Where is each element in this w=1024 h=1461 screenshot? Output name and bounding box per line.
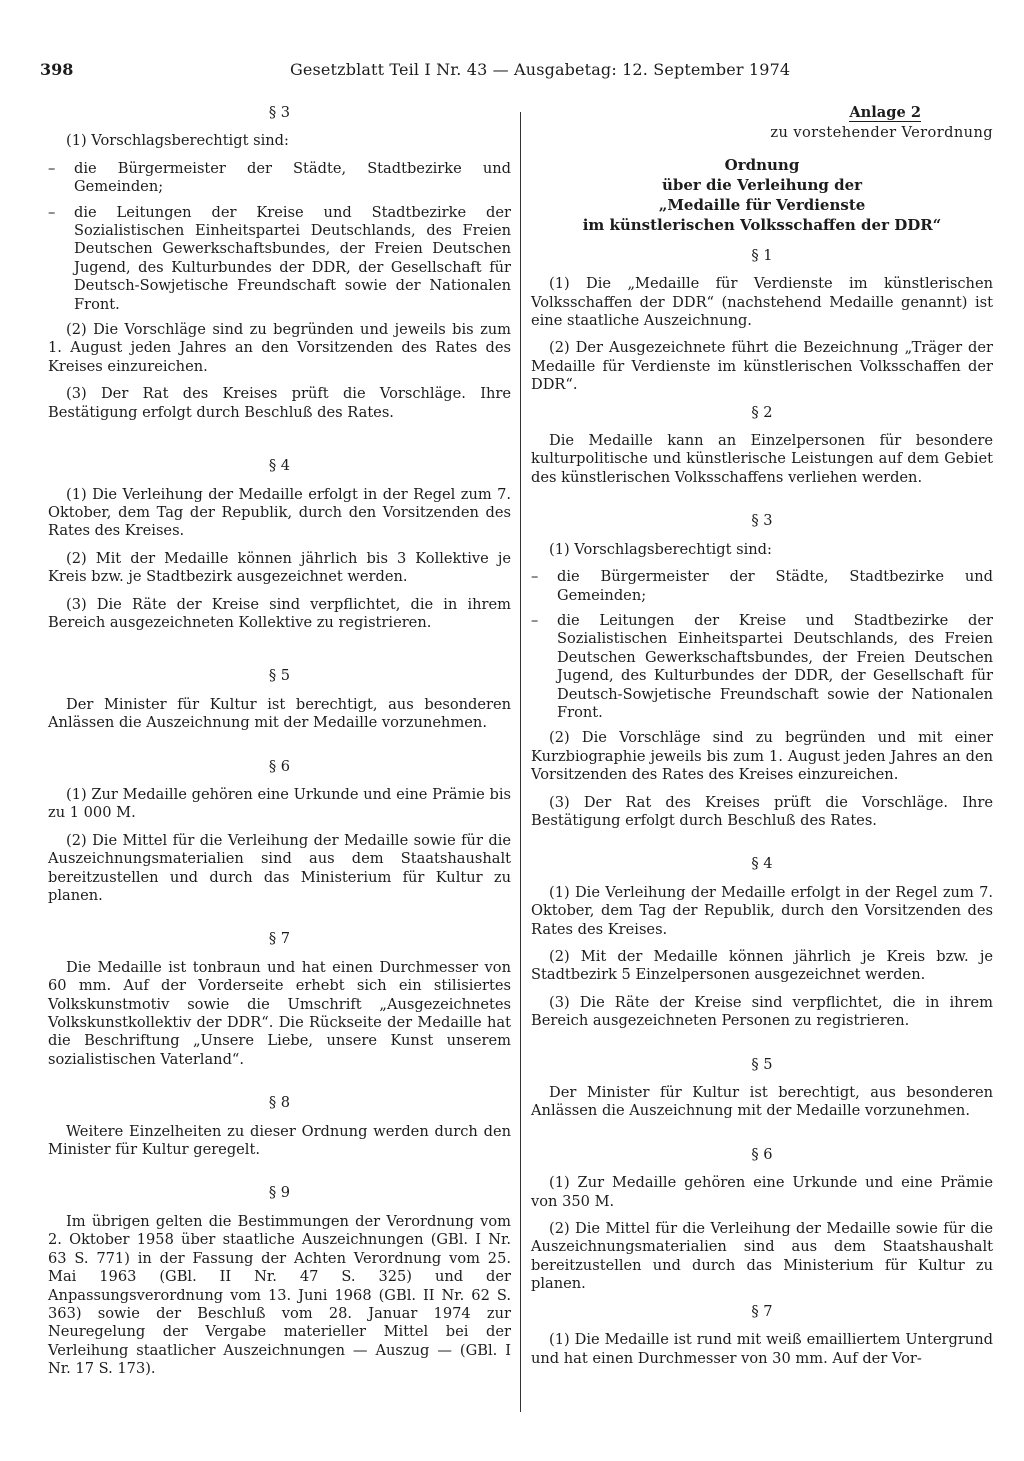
- paragraph: (2) Mit der Medaille können jährlich je Kreis bzw. je Stadtbezirk 5 Einzelpersonen ausgezeichnet werden.: [531, 948, 993, 984]
- section-heading: § 8: [268, 1094, 291, 1112]
- paragraph: Im übrigen gelten die Bestimmungen der Verordnung vom 2. Oktober 1958 über staatliche Auszeichnungen (GBl. I Nr. 63 S. 771) in der Fassung der Achten Verordnung vom 25. Mai 1963 (GBl. II Nr. 47 S. 325) und der Anpassungsverordnung vom 13. Juni 1968 (GBl. II Nr. 62 S. 363) sowie der Beschluß vom 28. Januar 1974 zur Neuregelung der Vergabe materieller Mittel bei der Verleihung staatlicher Auszeichnungen — Auszug — (GBl. I Nr. 17 S. 173).: [48, 1212, 511, 1378]
- dash-bullet: –: [531, 611, 539, 629]
- list-item: [48, 160, 511, 197]
- document-title: [531, 155, 993, 235]
- dash-bullet: –: [48, 159, 56, 177]
- section-heading: § 7: [751, 1302, 773, 1320]
- title-line: über die Verleihung der: [661, 175, 863, 194]
- paragraph: Der Minister für Kultur ist berechtigt, aus besonderen Anlässen die Auszeichnung mit der Medaille vorzunehmen.: [48, 695, 511, 732]
- list-item-text: die Leitungen der Kreise und Stadtbezirke der Sozialistischen Einheitspartei Deutschlands, des Freien Deutschen Gewerkschaftsbundes, der Freien Deutschen Jugend, des Kulturbundes der DDR, der Gesellschaft für Deutsch-Sowjetische Freundschaft sowie der Nationalen Front.: [557, 611, 993, 721]
- section-heading: § 3: [268, 104, 291, 121]
- section-heading: § 6: [268, 757, 291, 775]
- section-heading: § 3: [751, 512, 773, 530]
- list-item: [531, 568, 993, 605]
- running-head: Gesetzblatt Teil I Nr. 43 — Ausgabetag: 12. September 1974: [290, 60, 791, 79]
- paragraph: (1) Die Verleihung der Medaille erfolgt in der Regel zum 7. Oktober, dem Tag der Republik, durch den Vorsitzenden des Rates des Kreises.: [531, 883, 993, 938]
- paragraph: Weitere Einzelheiten zu dieser Ordnung werden durch den Minister für Kultur geregelt.: [48, 1122, 511, 1159]
- list-item-text: die Bürgermeister der Städte, Stadtbezirke und Gemeinden;: [557, 568, 993, 604]
- paragraph: (1) Die „Medaille für Verdienste im künstlerischen Volksschaffen der DDR“ (nachstehend Medaille genannt) ist eine staatliche Auszeichnung.: [531, 275, 993, 330]
- section-heading: § 4: [268, 457, 291, 475]
- paragraph: (2) Die Vorschläge sind zu begründen und mit einer Kurzbiographie jeweils bis zum 1. August jeden Jahres an den Vorsitzenden des Rates des Kreises einzureichen.: [531, 729, 993, 784]
- section-heading: § 1: [751, 246, 773, 264]
- page-header: [40, 60, 992, 86]
- paragraph: Der Minister für Kultur ist berechtigt, aus besonderen Anlässen die Auszeichnung mit der Medaille vorzunehmen.: [531, 1084, 993, 1120]
- dash-bullet: –: [531, 568, 539, 586]
- paragraph: (1) Zur Medaille gehören eine Urkunde und eine Prämie von 350 M.: [531, 1174, 993, 1210]
- left-column: [48, 104, 511, 1388]
- list-item-text: die Leitungen der Kreise und Stadtbezirke der Sozialistischen Einheitspartei Deutschlands, des Freien Deutschen Gewerkschaftsbundes, der Freien Deutschen Jugend, des Kulturbundes der DDR, der Gesellschaft für Deutsch-Sowjetische Freundschaft sowie der Nationalen Front.: [74, 203, 511, 313]
- section-heading: § 7: [268, 930, 291, 948]
- section-heading: § 2: [751, 403, 773, 421]
- right-column: [531, 104, 993, 1377]
- annex-subtitle: zu vorstehender Verordnung: [770, 124, 993, 142]
- paragraph: (2) Mit der Medaille können jährlich bis 3 Kollektive je Kreis bzw. je Stadtbezirk ausgezeichnet werden.: [48, 549, 511, 586]
- annex-label-text: Anlage 2: [849, 104, 921, 121]
- paragraph: (1) Die Verleihung der Medaille erfolgt in der Regel zum 7. Oktober, dem Tag der Republik, durch den Vorsitzenden des Rates des Kreises.: [48, 485, 511, 540]
- paragraph: (3) Der Rat des Kreises prüft die Vorschläge. Ihre Bestätigung erfolgt durch Beschluß des Rates.: [531, 793, 993, 829]
- dash-bullet: –: [48, 203, 56, 221]
- section-heading: § 6: [751, 1145, 773, 1163]
- paragraph: (1) Zur Medaille gehören eine Urkunde und eine Prämie bis zu 1 000 M.: [48, 785, 511, 822]
- section-heading: § 5: [268, 667, 291, 685]
- annex-label: [531, 104, 993, 122]
- title-line: „Medaille für Verdienste: [658, 195, 866, 214]
- list-item: [48, 204, 511, 314]
- column-divider: [520, 112, 521, 1412]
- paragraph: (2) Die Vorschläge sind zu begründen und jeweils bis zum 1. August jeden Jahres an den Vorsitzenden des Rates des Kreises einzureichen.: [48, 321, 511, 375]
- paragraph: (2) Die Mittel für die Verleihung der Medaille sowie für die Auszeichnungsmaterialien sind aus dem Staatshaushalt bereitzustellen und durch das Ministerium für Kultur zu planen.: [531, 1220, 993, 1293]
- section-heading: § 4: [751, 855, 773, 873]
- paragraph: (2) Die Mittel für die Verleihung der Medaille sowie für die Auszeichnungsmaterialien sind aus dem Staatshaushalt bereitzustellen und durch das Ministerium für Kultur zu planen.: [48, 831, 511, 904]
- paragraph: Die Medaille kann an Einzelpersonen für besondere kulturpolitische und künstlerische Leistungen auf dem Gebiet des künstlerischen Volksschaffens verliehen werden.: [531, 432, 993, 486]
- title-line: Ordnung: [724, 155, 800, 174]
- page-number: 398: [40, 60, 74, 79]
- paragraph: (3) Der Rat des Kreises prüft die Vorschläge. Ihre Bestätigung erfolgt durch Beschluß des Rates.: [48, 385, 511, 421]
- paragraph: (2) Der Ausgezeichnete führt die Bezeichnung „Träger der Medaille für Verdienste im künstlerischen Volksschaffen der DDR“.: [531, 339, 993, 394]
- paragraph: Die Medaille ist tonbraun und hat einen Durchmesser von 60 mm. Auf der Vorderseite erhebt sich ein stilisiertes Volkskunstmotiv sowie die Umschrift „Ausgezeichnetes Volkskunstkollektiv der DDR“. Die Rückseite der Medaille hat die Beschriftung „Unsere Liebe, unsere Kunst unserem sozialistischen Vaterland“.: [48, 958, 511, 1068]
- paragraph: (3) Die Räte der Kreise sind verpflichtet, die in ihrem Bereich ausgezeichneten Kollektive zu registrieren.: [48, 595, 511, 631]
- paragraph: (1) Die Medaille ist rund mit weiß emailliertem Untergrund und hat einen Durchmesser von 30 mm. Auf der Vor-: [531, 1331, 993, 1367]
- paragraph: (1) Vorschlagsberechtigt sind:: [549, 540, 772, 558]
- paragraph: (1) Vorschlagsberechtigt sind:: [66, 132, 289, 150]
- section-heading: § 5: [751, 1055, 773, 1073]
- paragraph: (3) Die Räte der Kreise sind verpflichtet, die in ihrem Bereich ausgezeichneten Personen zu registrieren.: [531, 993, 993, 1030]
- section-heading: § 9: [268, 1184, 291, 1202]
- list-item-text: die Bürgermeister der Städte, Stadtbezirke und Gemeinden;: [74, 159, 511, 196]
- list-item: [531, 612, 993, 722]
- title-line: im künstlerischen Volksschaffen der DDR“: [582, 215, 942, 234]
